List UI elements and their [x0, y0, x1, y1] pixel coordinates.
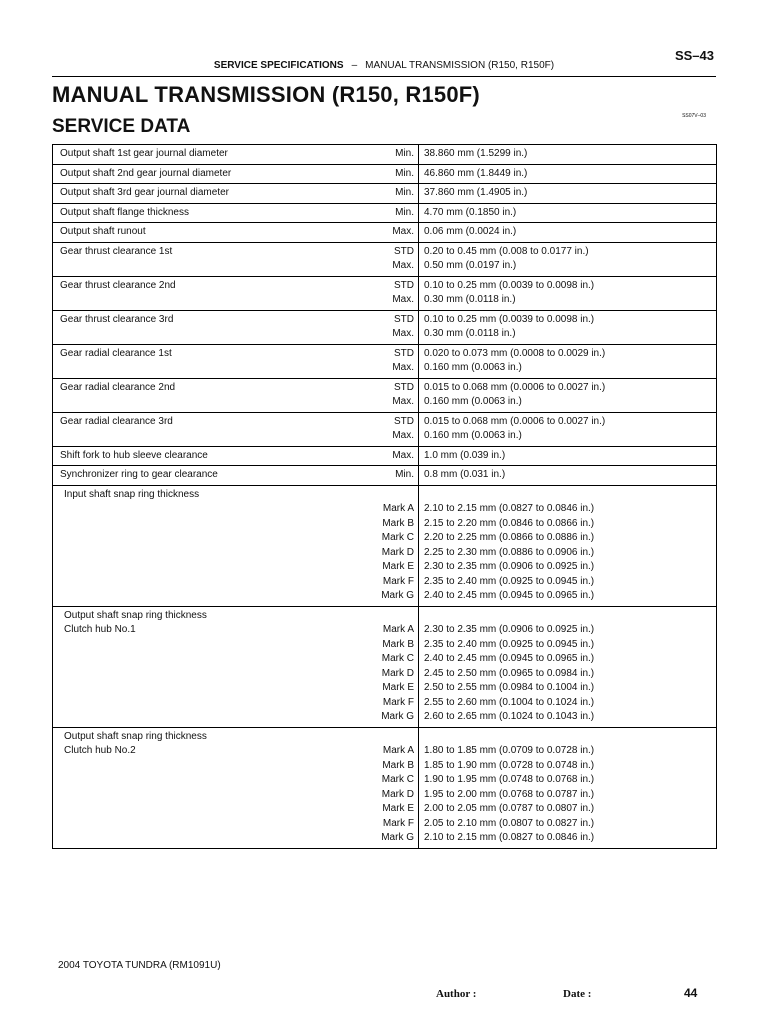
spec-item-text: Output shaft flange thickness [60, 206, 189, 218]
spec-qualifier-text: Max. [392, 226, 414, 237]
spec-value-text: 46.860 mm (1.8449 in.) [424, 167, 528, 179]
spec-qualifier-text: STD [394, 415, 414, 427]
spec-value-text: 0.015 to 0.068 mm (0.0006 to 0.0027 in.) [424, 381, 606, 393]
spec-qualifier [365, 223, 419, 243]
spec-item-text: Synchronizer ring to gear clearance [60, 469, 218, 480]
spec-row [53, 446, 717, 466]
spec-item [53, 485, 366, 606]
spec-value-text: 2.20 to 2.25 mm (0.0866 to 0.0886 in.) [424, 532, 595, 543]
spec-value-text: 0.160 mm (0.0063 in.) [424, 362, 522, 373]
page-subtitle: SERVICE DATA [52, 116, 191, 137]
spec-item [53, 164, 366, 184]
spec-value [419, 485, 717, 606]
spec-item-text: Gear radial clearance 1st [60, 347, 172, 359]
spec-value-text: 1.80 to 1.85 mm (0.0709 to 0.0728 in.) [424, 745, 595, 756]
spec-value-text: 2.05 to 2.10 mm (0.0807 to 0.0827 in.) [424, 817, 595, 829]
spec-item-text: Gear radial clearance 2nd [60, 381, 176, 393]
spec-qualifier-text: Mark A [382, 624, 414, 635]
spec-qualifier-text: STD [394, 347, 414, 359]
page-title: MANUAL TRANSMISSION (R150, R150F) [52, 82, 480, 107]
spec-qualifier-text: Mark G [381, 590, 414, 601]
spec-item [53, 412, 366, 446]
spec-value [419, 344, 717, 378]
spec-row [53, 145, 717, 165]
header-subject: MANUAL TRANSMISSION (R150, R150F) [365, 60, 555, 71]
spec-qualifier-text: Mark E [382, 561, 414, 572]
header-rule [52, 76, 716, 77]
spec-qualifier-text: Max. [392, 260, 414, 271]
spec-value-text: 2.10 to 2.15 mm (0.0827 to 0.0846 in.) [424, 832, 595, 843]
spec-qualifier-text: Mark C [381, 532, 414, 543]
spec-row [53, 310, 717, 344]
spec-qualifier-text: Mark D [381, 788, 414, 800]
spec-value-text: 2.50 to 2.55 mm (0.0984 to 0.1004 in.) [424, 682, 595, 693]
spec-qualifier [365, 145, 419, 165]
header-separator: – [351, 60, 358, 71]
spec-qualifier-text: STD [394, 381, 414, 393]
footer-author-label: Author : [436, 988, 477, 1000]
spec-qualifier [365, 344, 419, 378]
spec-value [419, 310, 717, 344]
spec-item [53, 727, 366, 848]
page-number: SS–43 [674, 48, 714, 63]
spec-qualifier [365, 485, 419, 606]
spec-value [419, 223, 717, 243]
footer-date-label: Date : [563, 988, 592, 1000]
running-header [52, 60, 716, 71]
spec-item [53, 203, 366, 223]
spec-value [419, 606, 717, 727]
spec-item [53, 276, 366, 310]
spec-item [53, 344, 366, 378]
spec-value-text: 2.00 to 2.05 mm (0.0787 to 0.0807 in.) [424, 803, 595, 814]
spec-qualifier-text: Mark G [381, 832, 414, 843]
spec-value [419, 276, 717, 310]
spec-row [53, 466, 717, 486]
spec-qualifier-text: Min. [395, 469, 414, 480]
spec-value-text: 0.160 mm (0.0063 in.) [424, 430, 522, 441]
spec-item [53, 378, 366, 412]
spec-value [419, 164, 717, 184]
spec-value [419, 466, 717, 486]
spec-item-text: Clutch hub No.2 [64, 745, 136, 756]
footer-vehicle: 2004 TOYOTA TUNDRA (RM1091U) [58, 960, 221, 971]
header-section: SERVICE SPECIFICATIONS [213, 60, 344, 71]
spec-value-text: 2.35 to 2.40 mm (0.0925 to 0.0945 in.) [424, 638, 595, 650]
spec-value [419, 184, 717, 204]
spec-qualifier-text: Mark A [382, 745, 414, 756]
spec-qualifier [365, 412, 419, 446]
spec-value-text: 2.60 to 2.65 mm (0.1024 to 0.1043 in.) [424, 711, 595, 722]
spec-item-text: Output shaft 2nd gear journal diameter [60, 167, 232, 179]
spec-item [53, 310, 366, 344]
spec-value-text: 0.06 mm (0.0024 in.) [424, 226, 517, 237]
spec-row [53, 242, 717, 276]
spec-qualifier-text: STD [394, 313, 414, 325]
spec-row [53, 344, 717, 378]
footer-page-number: 44 [684, 986, 698, 1000]
spec-item [53, 446, 366, 466]
spec-qualifier-text: Min. [395, 206, 414, 218]
spec-value-text: 2.15 to 2.20 mm (0.0846 to 0.0866 in.) [424, 517, 595, 529]
spec-item [53, 223, 366, 243]
spec-value-text: 2.30 to 2.35 mm (0.0906 to 0.0925 in.) [424, 561, 595, 572]
spec-value-text: 0.10 to 0.25 mm (0.0039 to 0.0098 in.) [424, 279, 595, 291]
spec-qualifier-text: Mark F [382, 575, 414, 587]
spec-value-text: 0.020 to 0.073 mm (0.0008 to 0.0029 in.) [424, 347, 606, 359]
spec-value-text: 0.50 mm (0.0197 in.) [424, 260, 517, 271]
service-data-table [52, 144, 717, 849]
spec-item [53, 145, 366, 165]
spec-item-text: Clutch hub No.1 [64, 624, 136, 635]
spec-value [419, 446, 717, 466]
spec-value-text: 0.8 mm (0.031 in.) [424, 469, 506, 480]
spec-qualifier [365, 466, 419, 486]
spec-row [53, 203, 717, 223]
spec-qualifier-text: Mark D [381, 546, 414, 558]
spec-row [53, 412, 717, 446]
spec-item [53, 606, 366, 727]
spec-row [53, 485, 717, 606]
spec-item-text: Output shaft snap ring thickness [64, 609, 207, 621]
spec-qualifier [365, 727, 419, 848]
spec-item-text: Input shaft snap ring thickness [64, 488, 200, 500]
spec-item [53, 184, 366, 204]
service-data-body [53, 145, 717, 849]
spec-qualifier-text: Mark E [382, 803, 414, 814]
spec-value [419, 242, 717, 276]
spec-item-text: Output shaft 3rd gear journal diameter [60, 187, 229, 198]
spec-item-text: Gear thrust clearance 1st [60, 245, 173, 257]
spec-qualifier-text: Min. [395, 148, 414, 159]
spec-value [419, 412, 717, 446]
spec-row [53, 727, 717, 848]
spec-value-text: 2.45 to 2.50 mm (0.0965 to 0.0984 in.) [424, 667, 595, 679]
spec-qualifier-text: Mark D [381, 667, 414, 679]
spec-value-text: 1.90 to 1.95 mm (0.0748 to 0.0768 in.) [424, 774, 595, 785]
spec-item-text: Shift fork to hub sleeve clearance [60, 449, 208, 461]
spec-qualifier [365, 378, 419, 412]
spec-qualifier-text: Mark C [381, 653, 414, 664]
spec-qualifier-text: Max. [392, 362, 414, 373]
document-code: SS07V–03 [682, 113, 706, 119]
spec-row [53, 184, 717, 204]
spec-qualifier-text: Max. [392, 449, 414, 461]
spec-qualifier [365, 184, 419, 204]
spec-value-text: 0.20 to 0.45 mm (0.008 to 0.0177 in.) [424, 245, 589, 257]
spec-value-text: 1.95 to 2.00 mm (0.0768 to 0.0787 in.) [424, 788, 595, 800]
spec-row [53, 223, 717, 243]
spec-value [419, 727, 717, 848]
spec-qualifier [365, 310, 419, 344]
spec-qualifier-text: Mark B [382, 759, 414, 771]
spec-item-text: Output shaft runout [60, 226, 146, 237]
spec-value-text: 4.70 mm (0.1850 in.) [424, 206, 517, 218]
spec-qualifier-text: Mark B [382, 517, 414, 529]
spec-qualifier-text: Mark E [382, 682, 414, 693]
spec-qualifier-text: Max. [392, 430, 414, 441]
spec-value-text: 0.10 to 0.25 mm (0.0039 to 0.0098 in.) [424, 313, 595, 325]
spec-item [53, 242, 366, 276]
spec-row [53, 276, 717, 310]
spec-value-text: 1.85 to 1.90 mm (0.0728 to 0.0748 in.) [424, 759, 595, 771]
spec-qualifier [365, 276, 419, 310]
spec-item-text: Output shaft 1st gear journal diameter [60, 148, 228, 159]
spec-row [53, 606, 717, 727]
spec-value-text: 0.30 mm (0.0118 in.) [424, 328, 516, 339]
spec-row [53, 378, 717, 412]
spec-qualifier-text: Mark F [382, 696, 414, 708]
spec-value-text: 0.30 mm (0.0118 in.) [424, 294, 516, 305]
spec-value-text: 2.25 to 2.30 mm (0.0886 to 0.0906 in.) [424, 546, 595, 558]
spec-item-text: Gear thrust clearance 2nd [60, 279, 176, 291]
spec-value-text: 0.015 to 0.068 mm (0.0006 to 0.0027 in.) [424, 415, 606, 427]
spec-item-text: Gear radial clearance 3rd [60, 415, 173, 427]
spec-qualifier-text: Min. [395, 167, 414, 179]
spec-qualifier-text: Max. [392, 328, 414, 339]
spec-value-text: 2.30 to 2.35 mm (0.0906 to 0.0925 in.) [424, 624, 595, 635]
spec-value [419, 145, 717, 165]
spec-qualifier-text: STD [394, 279, 414, 291]
spec-qualifier-text: Min. [395, 187, 414, 198]
spec-qualifier-text: Max. [392, 294, 414, 305]
spec-qualifier-text: Max. [392, 396, 414, 407]
spec-value-text: 0.160 mm (0.0063 in.) [424, 396, 522, 407]
spec-qualifier-text: Mark A [382, 503, 414, 514]
spec-qualifier-text: Mark G [381, 711, 414, 722]
spec-item-text: Gear thrust clearance 3rd [60, 313, 174, 325]
spec-value-text: 2.40 to 2.45 mm (0.0945 to 0.0965 in.) [424, 653, 595, 664]
spec-qualifier [365, 203, 419, 223]
spec-qualifier-text: Mark F [382, 817, 414, 829]
spec-value-text: 38.860 mm (1.5299 in.) [424, 148, 528, 159]
spec-value [419, 203, 717, 223]
spec-qualifier [365, 242, 419, 276]
spec-value-text: 2.10 to 2.15 mm (0.0827 to 0.0846 in.) [424, 503, 595, 514]
spec-value-text: 2.35 to 2.40 mm (0.0925 to 0.0945 in.) [424, 575, 595, 587]
spec-item-text: Output shaft snap ring thickness [64, 730, 207, 742]
spec-row [53, 164, 717, 184]
spec-value-text: 2.40 to 2.45 mm (0.0945 to 0.0965 in.) [424, 590, 595, 601]
spec-value-text: 2.55 to 2.60 mm (0.1004 to 0.1024 in.) [424, 696, 595, 708]
spec-qualifier [365, 164, 419, 184]
spec-qualifier-text: Mark B [382, 638, 414, 650]
spec-qualifier [365, 606, 419, 727]
spec-value-text: 37.860 mm (1.4905 in.) [424, 187, 528, 198]
spec-qualifier [365, 446, 419, 466]
spec-qualifier-text: Mark C [381, 774, 414, 785]
spec-qualifier-text: STD [394, 245, 414, 257]
spec-item [53, 466, 366, 486]
spec-value-text: 1.0 mm (0.039 in.) [424, 449, 506, 461]
spec-value [419, 378, 717, 412]
